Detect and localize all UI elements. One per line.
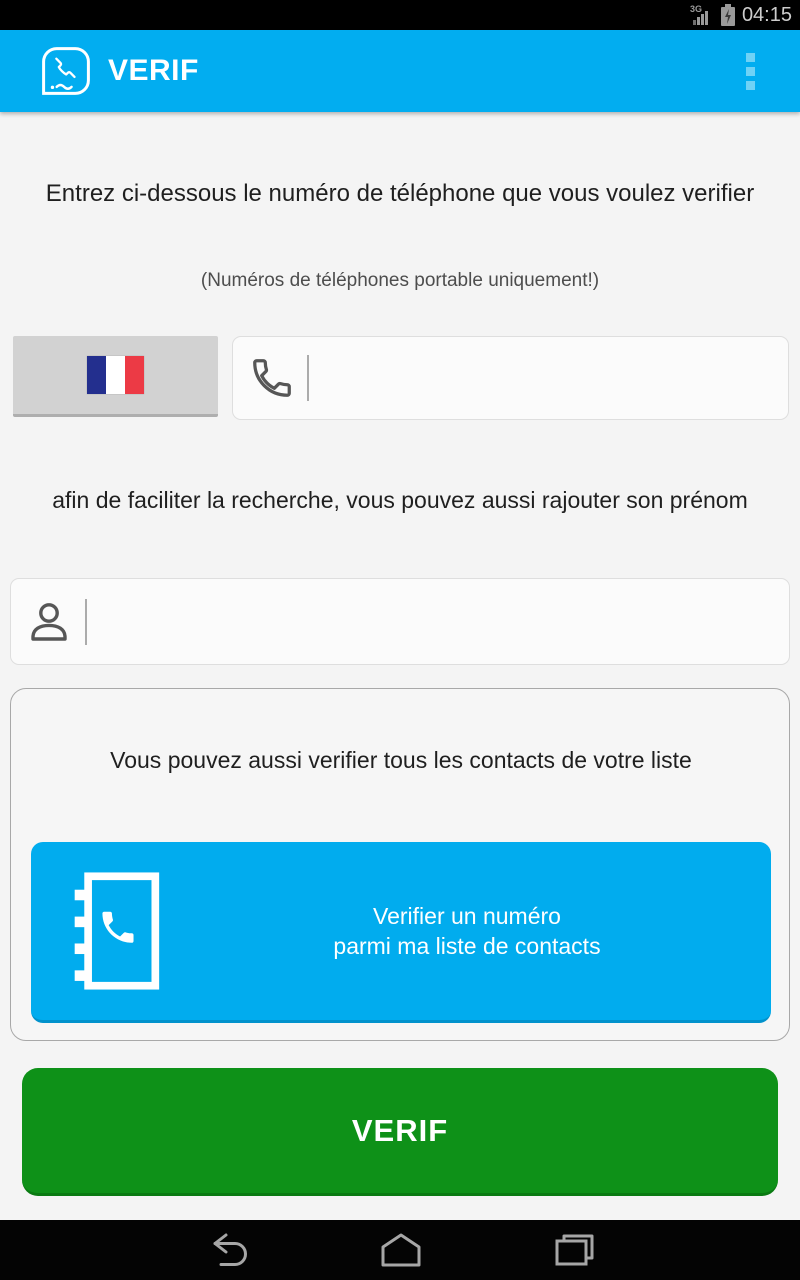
home-icon bbox=[377, 1232, 425, 1268]
android-nav-bar bbox=[0, 1220, 800, 1280]
contacts-button-line2: parmi ma liste de contacts bbox=[333, 933, 601, 959]
recents-button[interactable] bbox=[534, 1220, 614, 1280]
person-icon bbox=[25, 598, 73, 646]
verify-from-contacts-button[interactable] bbox=[31, 842, 771, 1023]
contacts-card-text: Vous pouvez aussi verifier tous les contacts de votre liste bbox=[110, 747, 692, 773]
contacts-button-line1: Verifier un numéro bbox=[373, 903, 561, 929]
name-hint-text: afin de faciliter la recherche, vous pouvez aussi rajouter son prénom bbox=[52, 487, 748, 513]
phone-number-input[interactable] bbox=[232, 336, 789, 420]
mobile-only-note: (Numéros de téléphones portable uniquement!) bbox=[200, 270, 600, 291]
phone-icon bbox=[249, 355, 295, 401]
status-time: 04:15 bbox=[741, 4, 792, 26]
verif-submit-button[interactable]: VERIF bbox=[22, 1068, 778, 1196]
app-title: VERIF bbox=[108, 54, 199, 87]
battery-charging-icon bbox=[720, 3, 736, 27]
contacts-card bbox=[10, 688, 790, 1041]
contacts-book-icon bbox=[67, 870, 163, 992]
overflow-menu-icon[interactable] bbox=[730, 30, 770, 112]
phone-entry-heading: Entrez ci-dessous le numéro de téléphone que vous voulez verifier bbox=[45, 180, 755, 207]
text-cursor bbox=[307, 355, 309, 401]
back-button[interactable] bbox=[190, 1220, 270, 1280]
back-icon bbox=[208, 1231, 252, 1269]
first-name-input[interactable] bbox=[10, 578, 790, 665]
home-button[interactable] bbox=[361, 1220, 441, 1280]
country-selector-button[interactable] bbox=[13, 336, 218, 417]
app-bar bbox=[0, 30, 800, 112]
network-type-label: 3G bbox=[689, 4, 702, 14]
recents-icon bbox=[552, 1232, 596, 1268]
france-flag bbox=[87, 356, 144, 394]
status-bar bbox=[0, 0, 800, 30]
contacts-button-label bbox=[163, 901, 771, 961]
verif-phone-bubble-logo bbox=[38, 43, 94, 99]
signal-3g-icon bbox=[690, 3, 714, 27]
text-cursor bbox=[85, 599, 87, 645]
